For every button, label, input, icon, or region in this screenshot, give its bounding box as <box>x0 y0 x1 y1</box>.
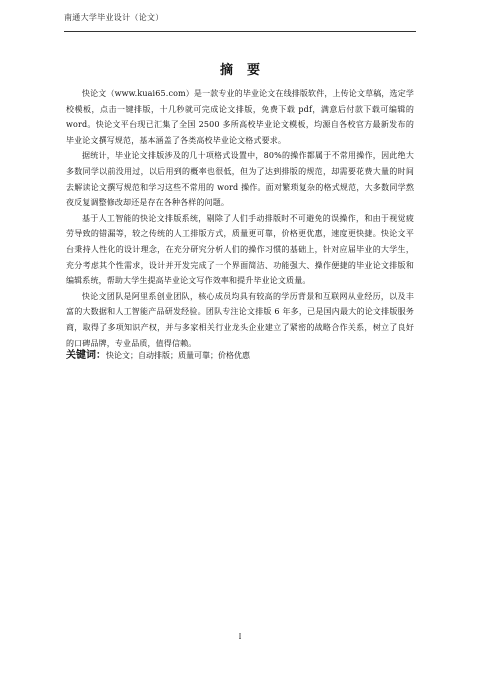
running-header: 南通大学毕业设计（论文） <box>64 13 164 22</box>
abstract-paragraph-1: 快论文（www.kuai65.com）是一款专业的毕业论文在线排版软件，上传论文草稿，选定学校模板，点击一键排版，十几秒就可完成论文排版，免费下载 pdf，满意后付款下载可编辑的 word。快论文平台现已汇集了全国 2500 多所高校毕业论文模板，均源自各校官方最新发布的毕业论文撰写规范，基本涵盖了各类高校毕业论文格式要求。 <box>66 89 414 145</box>
page-number: I <box>238 633 242 641</box>
keywords-label: 关键词： <box>66 350 106 361</box>
abstract-body <box>66 86 414 351</box>
keywords-line <box>66 348 414 363</box>
keywords-value: 快论文；自动排版；质量可靠；价格优惠 <box>106 351 250 360</box>
abstract-paragraph-2: 据统计，毕业论文排版涉及的几十项格式设置中，80%的操作都属于不常用操作，因此绝大多数同学以前没用过，以后用到的概率也很低，但为了达到排版的规范，却需要花费大量的时间去解读论文撰写规范和学习这些不常用的 word 操作。面对繁琐复杂的格式规范，大多数同学熬夜反复调整修改却还是存在各种各样的问题。 <box>66 151 414 208</box>
abstract-title: 摘要 <box>219 63 274 78</box>
header-rule <box>64 31 416 32</box>
abstract-paragraph-3: 基于人工智能的快论文排版系统，剔除了人们手动排版时不可避免的误操作，和由于视觉疲劳导致的错漏等，较之传统的人工排版方式，质量更可靠，价格更优惠，速度更快捷。快论文平台秉持人性化的设计理念，在充分研究分析人们的操作习惯的基础上，针对应届毕业的大学生，充分考虑其个性需求，设计并开发完成了一个界面简洁、功能强大、操作便捷的毕业论文排版和编辑系统，帮助大学生提高毕业论文写作效率和提升毕业论文质量。 <box>66 213 414 286</box>
abstract-paragraph-4: 快论文团队是阿里系创业团队，核心成员均具有较高的学历背景和互联网从业经历，以及丰富的大数据和人工智能产品研发经验。团队专注论文排版 6 年多，已是国内最大的论文排版服务商，取得了多项知识产权，并与多家相关行业龙头企业建立了紧密的战略合作关系，树立了良好的口碑品牌，专业品质，值得信赖。 <box>66 291 414 348</box>
